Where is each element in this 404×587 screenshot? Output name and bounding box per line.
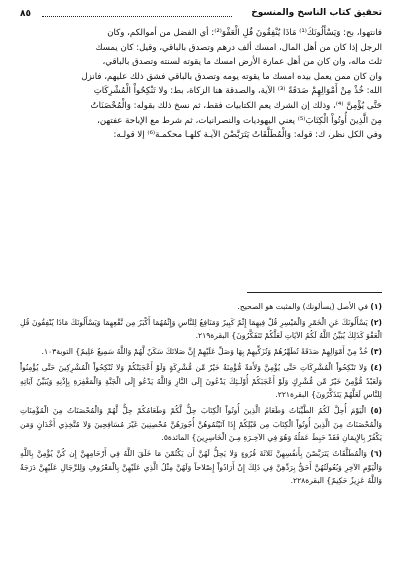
header-dotted-leader [42,16,232,17]
page-number: ٨٥ [20,9,31,19]
footnote [20,345,382,359]
footnote-line: يَدْعُو إِلَى الْجَنَّةِ وَالْمَغْفِرَةِ بِإِذْنِهِ وَيُبَيِّنُ آيَاتِهِ لِلنَّاسِ لَعَلَّهُمْ يَتَذَكَّرُونَ} البقرة٢٢١. [20,376,382,400]
footnote-number: (١) [370,302,382,311]
footnote-line: خُذْ مِنْ أَمْوَالِهِمْ صَدَقَةً تُطَهِّرُهُمْ وَتُزَكِّيهِمْ بِهَا وَصَلِّ عَلَيْهِمْ إِنَّ صَلاتَكَ سَكَنٌ لَّهُمْ وَاللَّهُ سَمِيعٌ [97,347,368,357]
footnote-line: عَلِيمٌ} التوبة١٠٣. [41,347,95,357]
footnote-number: (٢) [370,317,382,327]
footnotes [20,300,382,490]
footnote-number: (٣) [370,347,382,357]
footnote-line: في الأصل (يسألونك) والمثبت هو الصحيح. [237,302,368,311]
footnote [20,361,382,402]
footnote-line: غَيْرَ مُسَافِحِينَ وَلا مُتَّخِذِي أَخْدَانٍ وَمَن يَكْفُرْ بِالإِيمَانِ فَقَدْ حَبِطَ عَمَلُهُ وَهُوَ فِي الآخِـرَةِ مِـنَ [20,419,382,443]
footnote-line: يَسْأَلُونَكَ عَنِ الْخَمْرِ وَالْمَيْسِرِ قُلْ فِيهِمَا إِثْمٌ كَبِيرٌ وَمَنَافِعُ لِلنَّاسِ وَإِثْمُهُمَا أَكْبَرُ مِن نَّفْعِهِمَا [103,317,368,327]
footnote-line: إِن كُنَّ يُؤْمِنَّ بِاللَّهِ وَالْيَوْمِ الآخِرِ وَبُعُولَتُهُنَّ أَحَقُّ بِرَدِّهِنَّ فِي ذَلِكَ إِنْ أَرَادُواْ إِصْلاحاً وَلَهُنَّ مِثْلُ [20,449,382,472]
footnote-line: الْمُشْرِكِينَ حَتَّى يُؤْمِنُواْ وَلَعَبْدٌ مُّؤْمِنٌ خَيْرٌ مِّن مُّشْرِكٍ وَلَوْ أَعْجَبَكُمْ أُوْلَـئِكَ يَدْعُونَ إِلَى النَّارِ وَاللَّهُ [20,362,383,386]
footnote-number: (٤) [370,362,382,372]
footnote [20,316,382,343]
main-text-line: فانتهوا، بح: وَيَسْأَلُونَكَ⁽¹⁾ مَاذَا يُنْفِقُونَ قُلِ الْعَفْوَ⁽²⁾: أي الفضل من أموالكم، وكان [107,28,382,38]
footnote-line: الَّذِي عَلَيْهِنَّ بِالْمَعْرُوفِ وَلِلرِّجَالِ عَلَيْهِنَّ دَرَجَةٌ وَاللَّهُ عَزِيزٌ حَكِيمٌ} البقرة٢٢٨. [20,462,382,486]
footnote-line: الْخَاسِرِينَ} المائدة٥. [161,433,227,443]
main-text-line: الله: خُذْ مِنْ أَمْوَالِهِمْ صَدَقَةً ⁽³⁾ الآية، والصدقة هنا الزكاة، بط: ولا تَنْكِحُواْ الْمُشْرِكَاتِ [93,86,382,97]
footnote-line: مِنَ الْمُؤْمِنَاتِ وَالْمُحْصَنَاتُ مِنَ الَّذِينَ أُوتُواْ الْكِتَابَ مِن قَبْلِكُمْ إِذَا آتَيْتُمُوهُنَّ أُجُورَهُنَّ مُحْصِنِينَ [20,405,382,429]
main-text-line: ثلث ماله، وان كان من أهل عمارة الأرض امسك ما يقوته لسنته وتصدق بالباقي، [102,57,382,68]
footnote-line: الْيَوْمَ أُحِلَّ لَكُمُ الطَّيِّبَاتُ وَطَعَامُ الَّذِينَ أُوتُواْ الْكِتَابَ حِلٌّ لَّكُمْ وَطَعَامُكُمْ حِلٌّ لَّهُمْ وَالْمُحْصَنَاتُ [67,405,367,415]
footnote-separator [247,292,382,293]
footnote-line: وَالْمُطَلَّقَاتُ يَتَرَبَّصْنَ بِأَنفُسِهِنَّ ثَلاثَةَ قُرُوءٍ وَلا يَحِلُّ لَهُنَّ أَن يَكْتُمْنَ مَا خَلَقَ اللَّهُ فِي أَرْحَامِهِنَّ [80,449,367,459]
footnote [20,300,382,314]
footnote-number: (٦) [370,449,382,459]
footnote [20,404,382,445]
main-text-line: الرجل إذا كان من أهل المال، امسك ألف درهم وتصدق بالباقي، وقيل: كان يمسك [95,42,382,53]
running-title: تحقيق كتاب الناسخ والمنسوخ [251,8,382,18]
footnote-line: وَيَسْأَلُونَكَ مَاذَا يُنْفِقُونَ قُلِ الْعَفْوَ كَذَلِكَ يُبَيِّنُ اللَّهُ لَكُمُ الآيَاتِ لَعَلَّكُمْ تَتَفَكَّرُونَ} البقرة٢١٩. [20,317,382,341]
footnote-number: (٥) [370,405,383,415]
running-header [20,8,382,22]
main-text [20,26,382,143]
main-text-line: وفي الكل نظر، ك: قوله: وَالْمُطَلَّقَاتُ يَتَرَبَّصْنَ الآيـة كلهـا محكمـة⁽⁶⁾ إلا قولـه: [113,130,382,141]
main-text-line: حَتَّى يُؤْمِنَّ ⁽⁴⁾، وذلك إن الشرك يعم الكتابيات فقط، ثم نسخ ذلك بقوله: وَالْمُحْصَنَاتُ [90,100,382,111]
footnote-line: وَلا تَنْكِحُواْ الْمُشْرِكَاتِ حَتَّى يُؤْمِنَّ وَلأَمَةٌ مُّؤْمِنَةٌ خَيْرٌ مِّن مُّشْرِكَةٍ وَلَوْ أَعْجَبَتْكُمْ وَلا تُنْكِحُواْ [93,362,368,372]
footnote [20,447,382,488]
main-text-line: وان كان ممن يعمل بيده امسك ما يقوته يومه وتصدق بالباقي فشق ذلك عليهم، فانزل [81,71,382,82]
main-text-line: مِنَ الَّذِينَ أُوتُواْ الْكِتَابَ⁽⁵⁾ يعني اليهوديات والنصرانيات، ثم شرط مع الإباحة عفتهن، [97,115,382,126]
